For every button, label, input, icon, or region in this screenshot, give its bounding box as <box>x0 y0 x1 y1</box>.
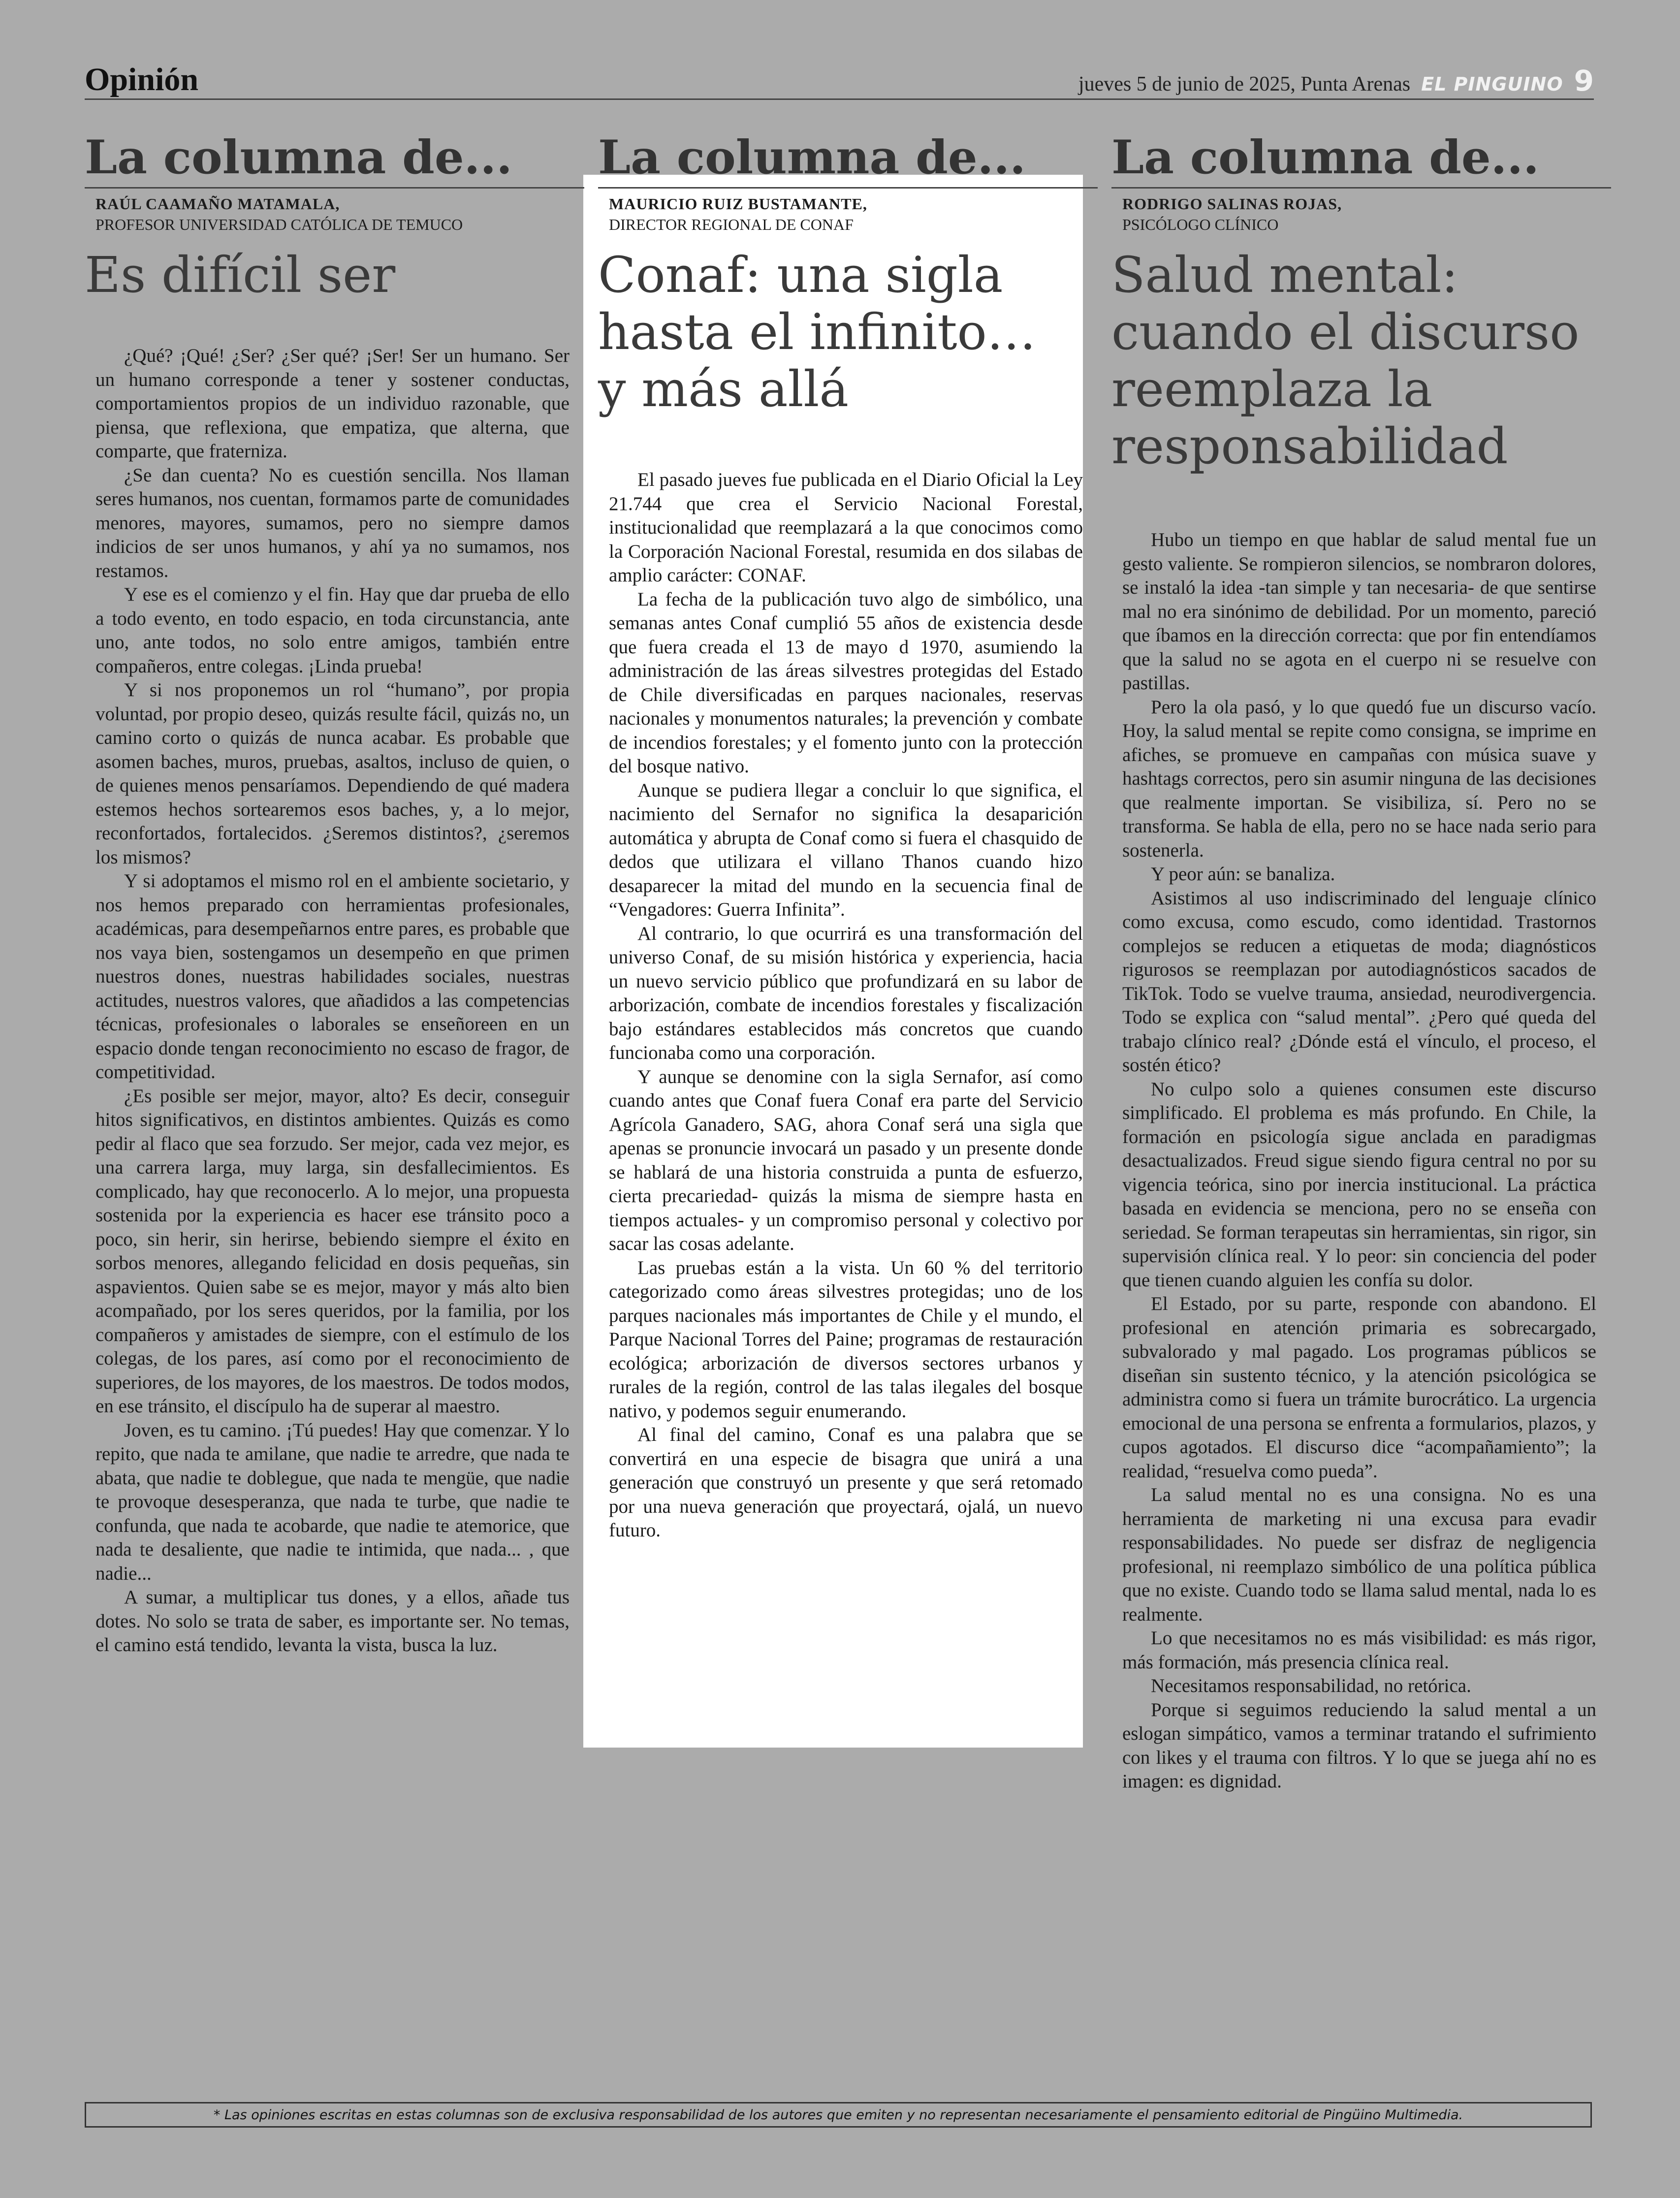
paragraph: La fecha de la publicación tuvo algo de simbólico, una semanas antes Conaf cumplió 55 años de existencia desde que fuera creada el 13 de mayo d 1970, asumiendo la administración de las áreas silvestres protegidas del Estado de Chile diversificadas en parques nacionales, reservas nacionales y monumentos naturales; la prevención y combate de incendios forestales; y el fomento junto con la protección del bosque nativo. <box>609 588 1083 777</box>
paragraph: Pero la ola pasó, y lo que quedó fue un discurso vacío. Hoy, la salud mental se repite como consigna, se imprime en afiches, se promueve en campañas con música suave y hashtags correctos, pero sin asumir ninguna de las decisiones que realmente importan. Se visibiliza, sí. Pero no se transforma. Se habla de ella, pero no se hace nada serio para sostenerla. <box>1122 696 1596 861</box>
article-title: Es difícil ser <box>85 246 396 304</box>
article-title <box>1111 247 1596 475</box>
paragraph: Las pruebas están a la vista. Un 60 % del territorio categorizado como áreas silvestres protegidas; uno de los parques nacionales más importantes de Chile y el mundo, el Parque Nacional Torres del Paine; programas de restauración ecológica; arborización de diversos sectores urbanos y rurales de la región, control de las talas ilegales del bosque nativo, y podemos seguir enumerando. <box>609 1257 1083 1422</box>
article-body <box>598 468 1083 1543</box>
author-role: PROFESOR UNIVERSIDAD CATÓLICA DE TEMUCO <box>95 216 463 233</box>
paragraph: Y ese es el comienzo y el fin. Hay que dar prueba de ello a todo evento, en todo espacio, en toda circunstancia, ante uno, ante todos, no solo entre amigos, también entre compañeros, entre colegas. ¡Linda prueba! <box>95 584 570 677</box>
author-name: MAURICIO RUIZ BUSTAMANTE, <box>609 195 867 213</box>
disclaimer-footnote: * Las opiniones escritas en estas columnas son de exclusiva responsabilidad de los autores que emiten y no representan necesariamente el pensamiento editorial de Pingüino Multimedia. <box>85 2102 1592 2128</box>
paragraph: ¿Qué? ¡Qué! ¿Ser? ¿Ser qué? ¡Ser! Ser un humano. Ser un humano corresponde a tener y sostener conductas, comportamientos propios de un individuo razonable, que piensa, que reflexiona, que empatiza, que alterna, que comparte, que fraterniza. <box>95 345 570 462</box>
column-ruiz <box>598 128 1083 1543</box>
byline <box>1111 193 1596 238</box>
paragraph: El Estado, por su parte, responde con abandono. El profesional en atención primaria es sobrecargado, subvalorado y mal pagado. Los programas públicos se diseñan sin sustento técnico, y la atención psicológica se administra como si fuera un trámite burocrático. La urgencia emocional de una persona se enfrenta a formularios, plazos, y cupos agotados. El discurso dice “acompañamiento”; la realidad, “resuelva como pueda”. <box>1122 1293 1596 1482</box>
article-body <box>85 344 570 1657</box>
title-line: cuando el discurso <box>1111 303 1580 361</box>
paragraph: Joven, es tu camino. ¡Tú puedes! Hay que comenzar. Y lo repito, que nada te amilane, que nadie te arredre, que nada te abata, que nadie te doblegue, que nada te mengüe, que nadie te provoque desesperanza, que nada te turbe, que nadie te confunda, que nada te acobarde, que nadie te atemorice, que nada te desaliente, que nadie te intimida, que nada... , que nadie... <box>95 1419 570 1584</box>
author-role: DIRECTOR REGIONAL DE CONAF <box>609 216 854 233</box>
paragraph: Lo que necesitamos no es más visibilidad: es más rigor, más formación, más presencia clínica real. <box>1122 1627 1596 1673</box>
title-line: Salud mental: <box>1111 246 1458 304</box>
kicker-rule <box>1111 128 1611 189</box>
page-number: 9 <box>1574 64 1594 97</box>
paragraph: Al final del camino, Conaf es una palabra que se convertirá en una especie de bisagra que unirá a una generación que construyó un presente y que será retomado por una nueva generación que proyectará, ojalá, un nuevo futuro. <box>609 1424 1083 1541</box>
section-name: Opinión <box>85 62 199 97</box>
kicker-rule <box>85 128 584 189</box>
title-line: y más allá <box>598 360 849 418</box>
date-place: jueves 5 de junio de 2025, Punta Arenas <box>1078 73 1411 96</box>
column-kicker: La columna de... <box>598 130 1026 185</box>
paragraph: ¿Se dan cuenta? No es cuestión sencilla. Nos llaman seres humanos, nos cuentan, formamos parte de comunidades menores, mayores, sumamos, pero no siempre damos indicios de ser unos humanos, y ahí ya no sumamos, nos restamos. <box>95 464 570 581</box>
column-kicker: La columna de... <box>1111 130 1539 185</box>
paragraph: Porque si seguimos reduciendo la salud mental a un eslogan simpático, vamos a terminar tratando el sufrimiento con likes y el trauma con filtros. Y lo que se juega ahí no es imagen: es dignidad. <box>1122 1699 1596 1792</box>
title-line: hasta el infinito… <box>598 303 1036 361</box>
title-line: responsabilidad <box>1111 417 1508 475</box>
paragraph: Hubo un tiempo en que hablar de salud mental fue un gesto valiente. Se rompieron silencios, se nombraron dolores, se instaló la idea -tan simple y tan necesaria- de que sentirse mal no era sinónimo de debilidad. Por un momento, pareció que íbamos en la dirección correcta: que por fin entendíamos que la salud no se agota en el cuerpo ni se resuelve con pastillas. <box>1122 529 1596 694</box>
paragraph: Y si nos proponemos un rol “humano”, por propia voluntad, por propio deseo, quizás resulte fácil, quizás no, un camino corto o quizás de nunca acabar. Es probable que asomen baches, muros, pruebas, asaltos, incluso de quien, o de quienes menos pensaríamos. Dependiendo de qué madera estemos hechos sortearemos esos baches, y, a lo mejor, reconfortados, fortalecidos. ¿Seremos distintos?, ¿seremos los mismos? <box>95 679 570 868</box>
kicker-rule <box>598 128 1098 189</box>
paragraph: No culpo solo a quienes consumen este discurso simplificado. El problema es más profundo. En Chile, la formación en psicología sigue anclada en paradigmas desactualizados. Freud sigue siendo figura central no por su vigencia teórica, sino por inercia institucional. La práctica basada en evidencia se menciona, pero no se enseña con seriedad. Se forman terapeutas sin herramientas, sin rigor, sin supervisión clínica real. Y lo peor: sin conciencia del poder que tienen cuando alguien les confía su dolor. <box>1122 1078 1596 1291</box>
paragraph: ¿Es posible ser mejor, mayor, alto? Es decir, conseguir hitos significativos, en distintos ambientes. Quizás es como pedir al flaco que sea forzudo. Ser mejor, cada vez mejor, es una carrera larga, muy larga, sin desfallecimientos. Es complicado, hay que reconocerlo. A lo mejor, una propuesta sostenida por la experiencia es hacer ese tránsito poco a poco, sin herir, sin herirse, bebiendo siempre el éxito en sorbos menores, allegando felicidad en dosis pequeñas, sin aspavientos. Quien sabe se es mejor, mayor y más alto bien acompañado, por los seres queridos, por la familia, por los compañeros y amistades de siempre, con el estímulo de los colegas, de los pares, así como por el reconocimiento de superiores, de los mayores, de los maestros. De todos modos, en ese tránsito, el discípulo ha de superar al maestro. <box>95 1085 570 1417</box>
column-salinas <box>1111 128 1596 1794</box>
paragraph: Y si adoptamos el mismo rol en el ambiente societario, y nos hemos preparado con herramientas profesionales, académicas, para desempeñarnos entre pares, es probable que nos vaya bien, sostengamos un desempeño en que primen nuestros dones, nuestras habilidades sociales, nuestras actitudes, nuestros valores, que añadidos a las competencias técnicas, profesionales o laborales se enseñoreen en un espacio donde tengan reconocimiento no escaso de fragor, de competitividad. <box>95 870 570 1083</box>
title-line: Conaf: una sigla <box>598 246 1003 304</box>
paragraph: A sumar, a multiplicar tus dones, y a ellos, añade tus dotes. No solo se trata de saber, es importante ser. No temas, el camino está tendido, levanta la vista, busca la luz. <box>95 1587 570 1656</box>
author-role: PSICÓLOGO CLÍNICO <box>1122 216 1279 233</box>
paragraph: Asistimos al uso indiscriminado del lenguaje clínico como excusa, como escudo, como identidad. Trastornos complejos se reducen a etiquetas de moda; diagnósticos rigurosos se reemplazan por autodiagnósticos sacados de TikTok. Todo se vuelve trauma, ansiedad, neurodivergencia. Todo se explica con “salud mental”. ¿Pero qué queda del trabajo clínico real? ¿Dónde está el vínculo, el proceso, el sostén ético? <box>1122 887 1596 1076</box>
byline <box>598 193 1083 238</box>
byline <box>85 193 570 238</box>
paragraph: Y peor aún: se banaliza. <box>1151 863 1335 885</box>
article-body <box>1111 528 1596 1794</box>
article-title <box>598 247 1083 418</box>
column-caamano <box>85 128 570 1657</box>
header-meta <box>1078 64 1594 97</box>
paragraph: El pasado jueves fue publicada en el Diario Oficial la Ley 21.744 que crea el Servicio Nacional Forestal, institucionalidad que reemplazará a la que conocimos como la Corporación Nacional Forestal, resumida en dos silabas de amplio carácter: CONAF. <box>609 469 1083 586</box>
author-name: RAÚL CAAMAÑO MATAMALA, <box>95 195 340 213</box>
title-line: reemplaza la <box>1111 360 1433 418</box>
paragraph: Y aunque se denomine con la sigla Sernafor, así como cuando antes que Conaf fuera Conaf era parte del Servicio Agrícola Ganadero, SAG, ahora Conaf será una sigla que apenas se pronuncie invocará un pasado y un presente donde se hablará de una historia construida a punta de esfuerzo, cierta precariedad- quizás la misma de siempre hasta en tiempos actuales- y un compromiso personal y colectivo por sacar las cosas adelante. <box>609 1066 1083 1254</box>
newspaper-logo: EL PINGUINO <box>1421 73 1563 95</box>
paragraph: Aunque se pudiera llegar a concluir lo que significa, el nacimiento del Sernafor no significa la desaparición automática y abrupta de Conaf como si fuera el chasquido de dedos que utilizara el villano Thanos cuando hizo desaparecer la mitad del mundo en la secuencia final de “Vengadores: Guerra Infinita”. <box>609 779 1083 920</box>
paragraph: Al contrario, lo que ocurrirá es una transformación del universo Conaf, de su misión histórica y experiencia, hacia un nuevo servicio público que profundizará en su labor de arborización, combate de incendios forestales y fiscalización bajo estándares establecidos más concretos que cuando funcionaba como una corporación. <box>609 923 1083 1063</box>
author-name: RODRIGO SALINAS ROJAS, <box>1122 195 1342 213</box>
paragraph: Necesitamos responsabilidad, no retórica. <box>1151 1675 1471 1696</box>
page-header <box>85 58 1594 100</box>
column-kicker: La columna de... <box>85 130 512 185</box>
paragraph: La salud mental no es una consigna. No es una herramienta de marketing ni una excusa para evadir responsabilidades. No puede ser disfraz de negligencia profesional, ni reemplazo simbólico de una política pública que no existe. Cuando todo se llama salud mental, nada lo es realmente. <box>1122 1484 1596 1625</box>
